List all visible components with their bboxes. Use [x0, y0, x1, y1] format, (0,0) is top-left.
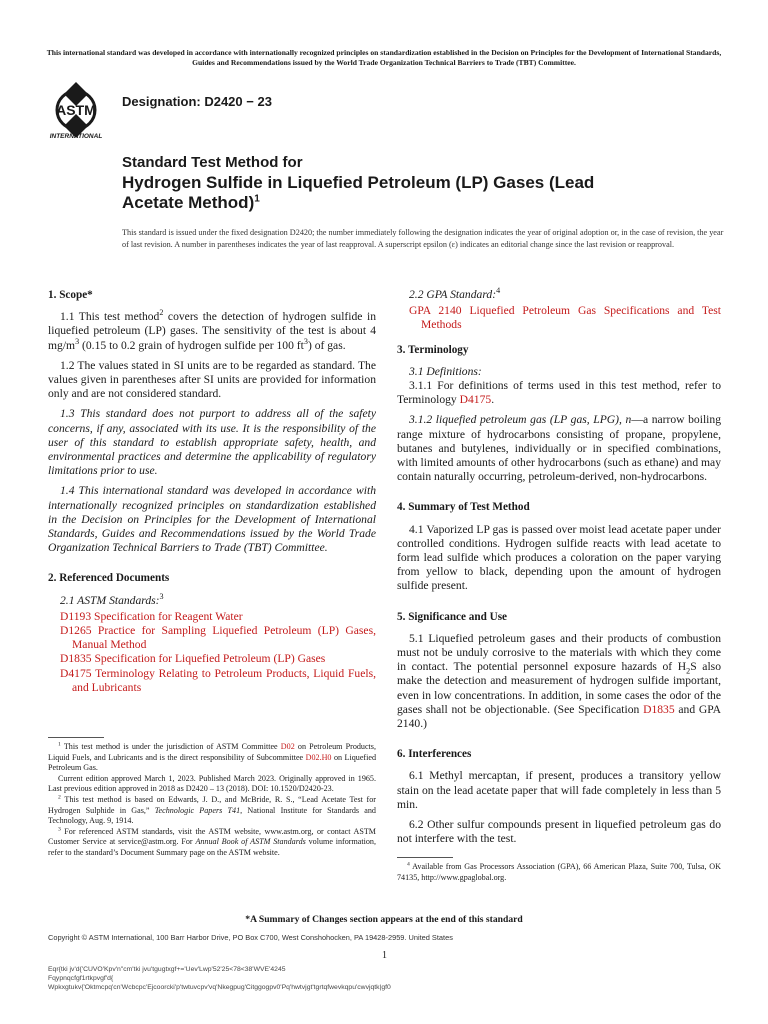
footnote-2: $^2$ This test method is based on Edwards, J. D., and McBride, R. S., “Lead Acetate Test for Hydrogen Sulphide in Gas,” Technologic Papers T41, National Institute for Standards and Technology, Aug. 9, 1914. [48, 794, 376, 826]
reference-d1835[interactable]: D1835 Specification for Liquefied Petroleum (LP) Gases [60, 652, 326, 666]
astm-logo [40, 80, 112, 140]
astm-standards-label: 2.1 ASTM Standards:$^3$ [60, 591, 164, 607]
section-5-heading: 5. Significance and Use [397, 610, 508, 623]
definitions-label: 3.1 Definitions: [409, 364, 482, 378]
para-5-1: 5.1 Liquefied petroleum gases and their products of combustion must not be unduly corrosive to the materials with which they come in contact. The potential personnel exposure hazards of $H_2S$ also make the detection and measurement of hydrogen sulfide important, even in low concentrations. In addition, in some cases the odor of the gases shall not be objectionable. (See Specification D1835 and GPA 2140.) [397, 631, 721, 731]
license-watermark-text: Eqr{tki jv'd{'CUVO'Kpv'n"cm'tki jvu'tgugtxgf+='Uev'Lwp'52'25<78<38'WVE'4245 Fqypnqcfgf1rtkpvgf'd{ Wpkxgtukv{'Oktmcpq'cn'Wcbcpc'Ejcoorcki'p'twtuvcpv'vq'Nkegpug'Citggogpv0'Pq'hwtvjgt'tgrtqfwevkqpu'cwvjqtk|gf0 [48, 966, 391, 992]
section-4-heading: 4. Summary of Test Method [397, 501, 530, 514]
section-6-heading: 6. Interferences [397, 748, 472, 761]
footnotes-left [48, 742, 376, 859]
summary-of-changes-note: *A Summary of Changes section appears at the end of this standard [245, 914, 523, 925]
svg-text:ASTM: ASTM [56, 102, 96, 118]
para-1-1: 1.1 This test method$^2$ covers the detection of hydrogen sulfide in liquefied petroleum (LP) gases. The sensitivity of the test is about 4 $mg/m^3$ (0.15 to 0.2 grain of hydrogen sulfide per 100 $ft^3$) of gas. [48, 308, 376, 352]
reference-d4175[interactable]: D4175 Terminology Relating to Petroleum Products, Liquid Fuels, and Lubricants [60, 666, 376, 694]
reference-d1265[interactable]: D1265 Practice for Sampling Liquefied Petroleum (LP) Gases, Manual Method [60, 624, 376, 652]
para-1-2: 1.2 The values stated in SI units are to be regarded as standard. The values given in parentheses after SI units are provided for information only and are not considered standard. [48, 358, 376, 401]
title-line-1: Standard Test Method for [122, 154, 303, 171]
section-1-heading: 1. Scope* [48, 289, 93, 301]
left-column [48, 288, 376, 695]
reference-gpa-2140[interactable]: GPA 2140 Liquefied Petroleum Gas Specifications and Test Methods [409, 304, 721, 332]
footnote-3: $^3$ For referenced ASTM standards, visit the ASTM website, www.astm.org, or contact ASTM Customer Service at service@astm.org. For Annual Book of ASTM Standards volume information, refer to the standard’s Document Summary page on the ASTM website. [48, 826, 376, 857]
link-d1835[interactable]: D1835 [643, 702, 675, 716]
para-1-3: 1.3 This standard does not purport to address all of the safety concerns, if any, associated with its use. It is the responsibility of the user of this standard to establish appropriate safety, health, and environmental practices and determine the applicability of regulatory limitations prior to use. [48, 407, 376, 478]
section-2-heading: 2. Referenced Documents [48, 572, 170, 585]
para-6-2: 6.2 Other sulfur compounds present in liquefied petroleum gas do not interfere with the test. [397, 818, 721, 846]
page-number: 1 [382, 950, 387, 961]
footnote-1-edition: Current edition approved March 1, 2023. Published March 2023. Originally approved in 1965. Last previous edition approved in 2018 as D2420 – 13 (2018). DOI: 10.1520/D2420-23. [48, 773, 376, 794]
title-line-3: Acetate Method)$^1$ [122, 193, 260, 212]
para-4-1: 4.1 Vaporized LP gas is passed over moist lead acetate paper under controlled conditions. Hydrogen sulfide reacts with lead acetate to form lead sulfide which produces a coloration on the paper varying from yellow to black, depending upon the amount of hydrogen sulfide present. [397, 522, 721, 593]
document-title [122, 153, 722, 213]
section-3-heading: 3. Terminology [397, 343, 469, 356]
para-3-1-1: 3.1.1 For definitions of terms used in this test method, refer to Terminology D4175. [397, 379, 721, 407]
para-6-1: 6.1 Methyl mercaptan, if present, produces a transitory yellow stain on the lead acetate paper that will fade completely in less than 5 min. [397, 769, 721, 811]
title-line-2: Hydrogen Sulfide in Liquefied Petroleum (LP) Gases (Lead [122, 173, 595, 192]
link-d02-h0[interactable]: D02.H0 [305, 752, 332, 762]
para-1-4: 1.4 This international standard was developed in accordance with internationally recognized principles on standardization established in the Decision on Principles for the Development of International Standards, Guides and Recommendations issued by the World Trade Organization Technical Barriers to Trade (TBT) Committee. [48, 484, 376, 555]
footnote-4: $^4$ Available from Gas Processors Association (GPA), 66 American Plaza, Suite 700, Tulsa, OK 74135, http://www.gpaglobal.org. [397, 861, 721, 882]
reference-d1193[interactable]: D1193 Specification for Reagent Water [60, 609, 243, 623]
footnote-1: $^1$ This test method is under the jurisdiction of ASTM Committee D02 on Petroleum Products, Liquid Fuels, and Lubricants and is the direct responsibility of Subcommittee D02.H0 on Liquefied Petroleum Gas. [48, 741, 376, 773]
right-column [397, 288, 721, 853]
wto-notice: This international standard was developed in accordance with internationally recognized principles on standardization established in the Decision on Principles for the Development of International Standards, Guides and Recommendations issued by the World Trade Organization Technical Barriers to Trade (TBT) Committee. [46, 48, 722, 67]
gpa-standard-label: 2.2 GPA Standard:$^4$ [409, 286, 501, 301]
link-d4175[interactable]: D4175 [459, 393, 492, 407]
copyright-line: Copyright © ASTM International, 100 Barr Harbor Drive, PO Box C700, West Conshohocken, PA 19428-2959. United States [48, 933, 453, 942]
footnote-rule-left [48, 737, 104, 738]
footnote-rule-right [397, 857, 453, 858]
para-3-1-2: 3.1.2 liquefied petroleum gas (LP gas, LPG), n—a narrow boiling range mixture of hydrocarbons consisting of propane, propylene, butanes and butylenes, individually or in specified combinations, with limited amounts of other hydrocarbons (such as ethane) and may contain naturally occurring, petroleum-derived, non-hydrocarbons. [397, 413, 721, 484]
issued-note: This standard is issued under the fixed designation D2420; the number immediately following the designation indicates the year of original adoption or, in the case of revision, the year of last revision. A number in parentheses indicates the year of last reapproval. A superscript epsilon (ε) indicates an editorial change since the last revision or reapproval. [122, 228, 724, 249]
designation: Designation: D2420 − 23 [122, 94, 272, 109]
svg-text:INTERNATIONAL: INTERNATIONAL [49, 133, 103, 140]
link-d02[interactable]: D02 [280, 742, 295, 751]
